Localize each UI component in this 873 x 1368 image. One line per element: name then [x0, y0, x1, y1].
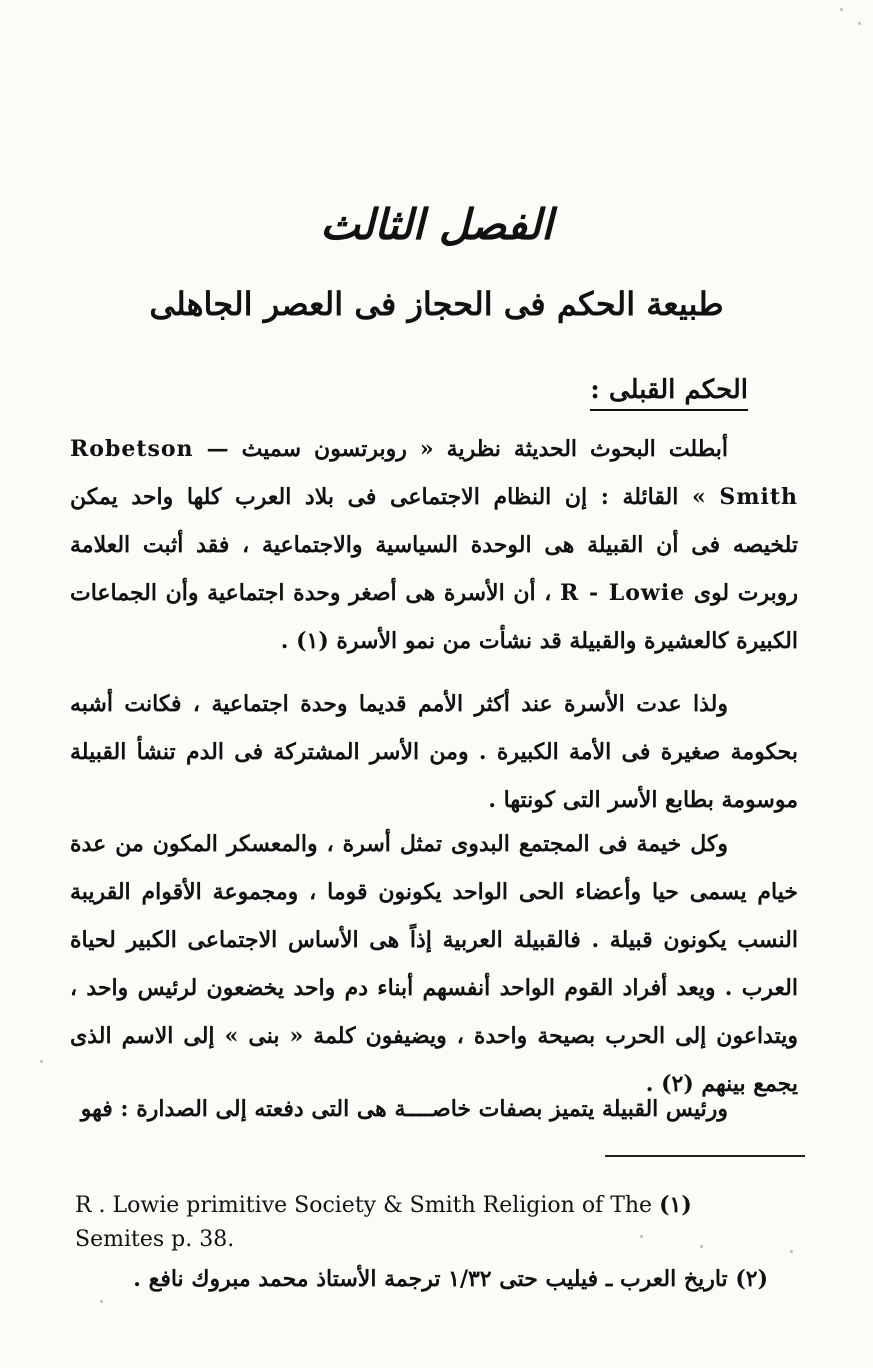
footnote-2: (٢) تاريخ العرب ـ فيليب حتى ١/٣٢ ترجمة الأستاذ محمد مبروك نافع . [133, 1266, 768, 1292]
scan-speck [100, 1300, 103, 1303]
footnote-divider [605, 1155, 805, 1157]
latin-name-smith: Robetson Smith [70, 436, 798, 510]
scan-speck [858, 22, 861, 25]
chapter-subtitle: طبيعة الحكم فى الحجاز فى العصر الجاهلى [149, 285, 724, 323]
section-heading: الحكم القبلى : [590, 375, 748, 411]
footnote-1-continuation: Semites p. 38. [75, 1227, 235, 1252]
paragraph-1-part-a: أبطلت البحوث الحديثة نظرية « روبرتسون سميث — [193, 436, 728, 462]
latin-name-lowie: R - Lowie [560, 580, 686, 606]
scan-speck [640, 1235, 643, 1238]
paragraph-1-part-c: ، أن الأسرة هى أصغر وحدة اجتماعية وأن الجماعات الكبيرة كالعشيرة والقبيلة قد نشأت من نمو الأسرة (١) . [70, 580, 798, 654]
paragraph-1 [70, 425, 798, 665]
footnote-1-text: R . Lowie primitive Society & Smith Religion of The [75, 1193, 653, 1218]
scan-speck [840, 8, 843, 11]
paragraph-4: ورئيس القبيلة يتميز بصفات خاصــــة هى التى دفعته إلى الصدارة : فهو [80, 1096, 728, 1122]
paragraph-1-part-b: » القائلة : إن النظام الاجتماعى فى بلاد العرب كلها واحد يمكن تلخيصه فى أن القبيلة هى الوحدة السياسية والاجتماعية ، فقد أثبت العلامة روبرت لوى [70, 484, 799, 606]
footnote-1-number: (١) [659, 1192, 692, 1218]
chapter-title: الفصل الثالث [320, 200, 553, 249]
paragraph-2: ولذا عدت الأسرة عند أكثر الأمم قديما وحدة اجتماعية ، فكانت أشبه بحكومة صغيرة فى الأمة الكبيرة . ومن الأسر المشتركة فى الدم تنشأ القبيلة موسومة بطابع الأسر التى كونتها . [70, 691, 798, 813]
scan-speck [40, 1060, 43, 1063]
scan-speck [700, 1245, 703, 1248]
footnote-1 [75, 1188, 775, 1257]
scan-speck [790, 1250, 793, 1253]
paragraph-3: وكل خيمة فى المجتمع البدوى تمثل أسرة ، والمعسكر المكون من عدة خيام يسمى حيا وأعضاء الحى الواحد يكونون قوما ، ومجموعة الأقوام القريبة النسب يكونون قبيلة . فالقبيلة العربية إذاً هى الأساس الاجتماعى الكبير لحياة العرب . ويعد أفراد القوم الواحد أنفسهم أبناء دم واحد يخضعون لرئيس واحد ، ويتداعون إلى الحرب بصيحة واحدة ، ويضيفون كلمة « بنى » إلى الاسم الذى يجمع بينهم (٢) . [70, 831, 798, 1097]
